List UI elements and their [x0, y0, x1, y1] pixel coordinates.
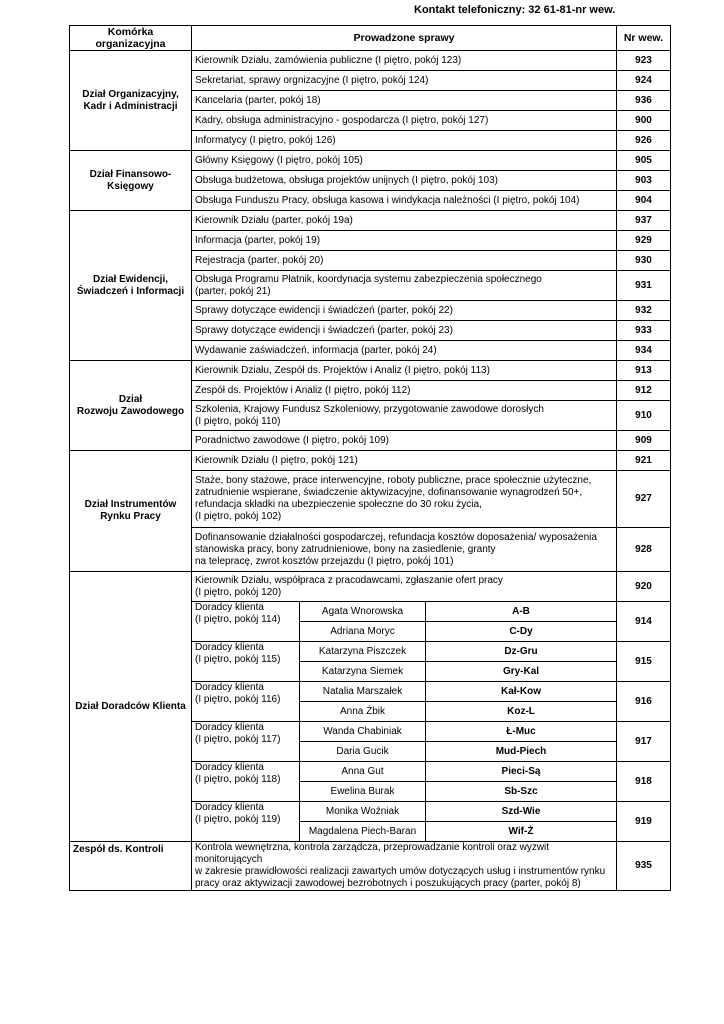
duty-description: Obsługa Programu Płatnik, koordynacja systemu zabezpieczenia społecznego (parter, pokój 21) — [192, 271, 617, 301]
department-name: Dział Doradców Klienta — [70, 572, 192, 842]
surname-range: A-B — [426, 602, 617, 622]
surname-range: Dz-Gru — [426, 642, 617, 662]
extension-number: 933 — [617, 321, 671, 341]
extension-number: 915 — [617, 642, 671, 682]
extension-number: 905 — [617, 151, 671, 171]
extension-number: 924 — [617, 71, 671, 91]
duty-description: Sprawy dotyczące ewidencji i świadczeń (parter, pokój 22) — [192, 301, 617, 321]
extension-number: 937 — [617, 211, 671, 231]
extension-number: 928 — [617, 528, 671, 572]
table-row — [70, 51, 671, 71]
advisor-group-label: Doradcy klienta (I piętro, pokój 115) — [192, 642, 300, 682]
extension-number: 930 — [617, 251, 671, 271]
surname-range: Kał-Kow — [426, 682, 617, 702]
advisor-name: Katarzyna Piszczek — [300, 642, 426, 662]
duty-description: Kontrola wewnętrzna, kontrola zarządcza, przeprowadzanie kontroli oraz wyzwit monitorujących w zakresie prawidłowości realizacji zawartych umów dotyczących usług i instrumentów rynku pracy oraz aktywizacji zawodowej bezrobotnych i poszukujących pracy (parter, pokój 8) — [192, 842, 617, 891]
surname-range: Szd-Wie — [426, 802, 617, 822]
extension-number: 936 — [617, 91, 671, 111]
duty-description: Kadry, obsługa administracyjno - gospodarcza (I piętro, pokój 127) — [192, 111, 617, 131]
surname-range: Ł-Muc — [426, 722, 617, 742]
extension-number: 920 — [617, 572, 671, 602]
extension-number: 929 — [617, 231, 671, 251]
duty-description: Poradnictwo zawodowe (I piętro, pokój 109) — [192, 431, 617, 451]
surname-range: Mud-Piech — [426, 742, 617, 762]
table-row — [70, 361, 671, 381]
department-name: Dział Instrumentów Rynku Pracy — [70, 451, 192, 572]
duty-description: Sekretariat, sprawy orgnizacyjne (I piętro, pokój 124) — [192, 71, 617, 91]
duty-description: Dofinansowanie działalności gospodarczej, refundacja kosztów doposażenia/ wyposażenia stanowiska pracy, bony zatrudnieniowe, bony na zasiedlenie, granty na telepracę, zwrot kosztów przejazdu (I piętro, pokój 101) — [192, 528, 617, 572]
advisor-group-label: Doradcy klienta (I piętro, pokój 119) — [192, 802, 300, 842]
extension-directory-table — [69, 25, 671, 891]
contact-phone: Kontakt telefoniczny: 32 61-81-nr wew. — [414, 4, 616, 16]
advisor-group-label: Doradcy klienta (I piętro, pokój 117) — [192, 722, 300, 762]
surname-range: Koz-L — [426, 702, 617, 722]
department-name: Dział Rozwoju Zawodowego — [70, 361, 192, 451]
duty-description: Kierownik Działu, Zespół ds. Projektów i Analiz (I piętro, pokój 113) — [192, 361, 617, 381]
extension-number: 935 — [617, 842, 671, 891]
surname-range: C-Dy — [426, 622, 617, 642]
duty-description: Kierownik Działu, współpraca z pracodawcami, zgłaszanie ofert pracy (I piętro, pokój 120) — [192, 572, 617, 602]
extension-number: 903 — [617, 171, 671, 191]
advisor-name: Daria Gucik — [300, 742, 426, 762]
extension-number: 910 — [617, 401, 671, 431]
advisor-name: Katarzyna Siemek — [300, 662, 426, 682]
table-row — [70, 572, 671, 602]
advisor-name: Natalia Marszałek — [300, 682, 426, 702]
extension-number: 909 — [617, 431, 671, 451]
extension-number: 927 — [617, 471, 671, 528]
surname-range: Wif-Ż — [426, 822, 617, 842]
advisor-name: Magdalena Piech-Baran — [300, 822, 426, 842]
extension-number: 931 — [617, 271, 671, 301]
surname-range: Gry-Kal — [426, 662, 617, 682]
duty-description: Główny Księgowy (I piętro, pokój 105) — [192, 151, 617, 171]
header-unit: Komórka organizacyjna — [70, 26, 192, 51]
extension-number: 921 — [617, 451, 671, 471]
extension-number: 916 — [617, 682, 671, 722]
table-row — [70, 211, 671, 231]
department-name: Dział Finansowo- Księgowy — [70, 151, 192, 211]
advisor-name: Monika Woźniak — [300, 802, 426, 822]
extension-number: 934 — [617, 341, 671, 361]
table-row — [70, 451, 671, 471]
extension-number: 926 — [617, 131, 671, 151]
duty-description: Staże, bony stażowe, prace interwencyjne, roboty publiczne, prace społecznie użyteczne, zatrudnienie wspierane, świadczenie aktywizacyjne, dofinansowanie wynagrodzeń 50+, refundacja składki na ubezpieczenie społeczne do 30 roku życia, (I piętro, pokój 102) — [192, 471, 617, 528]
duty-description: Kierownik Działu (parter, pokój 19a) — [192, 211, 617, 231]
advisor-name: Wanda Chabiniak — [300, 722, 426, 742]
department-name: Dział Ewidencji, Świadczeń i Informacji — [70, 211, 192, 361]
duty-description: Wydawanie zaświadczeń, informacja (parter, pokój 24) — [192, 341, 617, 361]
table-row — [70, 151, 671, 171]
extension-number: 904 — [617, 191, 671, 211]
duty-description: Rejestracja (parter, pokój 20) — [192, 251, 617, 271]
advisor-name: Anna Żbik — [300, 702, 426, 722]
duty-description: Kancelaria (parter, pokój 18) — [192, 91, 617, 111]
extension-number: 900 — [617, 111, 671, 131]
duty-description: Kierownik Działu (I piętro, pokój 121) — [192, 451, 617, 471]
extension-number: 913 — [617, 361, 671, 381]
header-ext: Nr wew. — [617, 26, 671, 51]
extension-number: 923 — [617, 51, 671, 71]
duty-description: Informacja (parter, pokój 19) — [192, 231, 617, 251]
advisor-group-label: Doradcy klienta (I piętro, pokój 118) — [192, 762, 300, 802]
duty-description: Obsługa Funduszu Pracy, obsługa kasowa i windykacja należności (I piętro, pokój 104) — [192, 191, 617, 211]
advisor-name: Agata Wnorowska — [300, 602, 426, 622]
duty-description: Sprawy dotyczące ewidencji i świadczeń (parter, pokój 23) — [192, 321, 617, 341]
duty-description: Obsługa budżetowa, obsługa projektów unijnych (I piętro, pokój 103) — [192, 171, 617, 191]
duty-description: Szkolenia, Krajowy Fundusz Szkoleniowy, przygotowanie zawodowe dorosłych (I piętro, pokój 110) — [192, 401, 617, 431]
department-name: Zespół ds. Kontroli — [70, 842, 192, 891]
advisor-name: Anna Gut — [300, 762, 426, 782]
surname-range: Pieci-Są — [426, 762, 617, 782]
header-duties: Prowadzone sprawy — [192, 26, 617, 51]
advisor-name: Adriana Moryc — [300, 622, 426, 642]
duty-description: Zespół ds. Projektów i Analiz (I piętro, pokój 112) — [192, 381, 617, 401]
extension-number: 919 — [617, 802, 671, 842]
extension-number: 918 — [617, 762, 671, 802]
table-row — [70, 842, 671, 891]
duty-description: Kierownik Działu, zamówienia publiczne (I piętro, pokój 123) — [192, 51, 617, 71]
surname-range: Sb-Szc — [426, 782, 617, 802]
advisor-name: Ewelina Burak — [300, 782, 426, 802]
advisor-group-label: Doradcy klienta (I piętro, pokój 116) — [192, 682, 300, 722]
department-name: Dział Organizacyjny, Kadr i Administracji — [70, 51, 192, 151]
extension-number: 912 — [617, 381, 671, 401]
extension-number: 917 — [617, 722, 671, 762]
extension-number: 914 — [617, 602, 671, 642]
duty-description: Informatycy (I piętro, pokój 126) — [192, 131, 617, 151]
extension-number: 932 — [617, 301, 671, 321]
advisor-group-label: Doradcy klienta (I piętro, pokój 114) — [192, 602, 300, 642]
